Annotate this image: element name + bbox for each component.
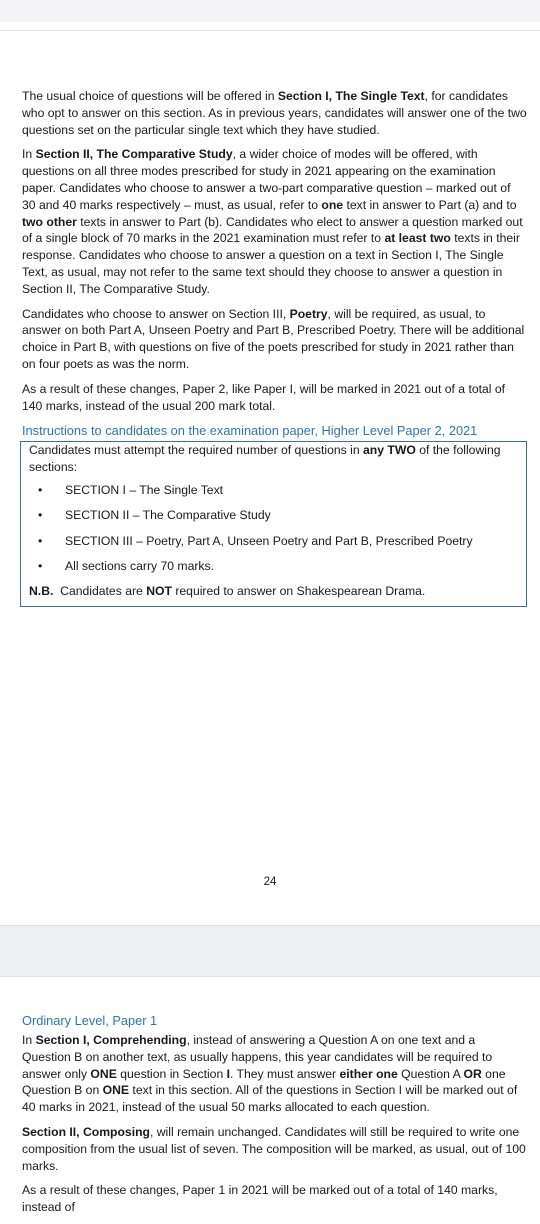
paragraph-composing: Section II, Composing, will remain unchanged. Candidates will still be required to write one composition from the usual list of seven. The composition will be marked, as usual, out of 100 marks. <box>22 1124 526 1173</box>
sections-list <box>29 482 518 575</box>
document-page-24 <box>22 88 527 607</box>
paragraph-comprehending: In Section I, Comprehending, instead of answering a Question A on one text and a Question B on another text, as usually happens, this year candidates will be required to answer only ONE question in Section I. They must answer either one Question A OR one Question B on ONE text in this section. All of the questions in Section I will be marked out of 40 marks in 2021, instead of the usual 50 marks allocated to each question. <box>22 1033 518 1115</box>
ordinary-level-heading: Ordinary Level, Paper 1 <box>22 1013 158 1028</box>
list-item: • All sections carry 70 marks. <box>38 558 214 573</box>
top-page-edge <box>0 0 540 31</box>
page-separator <box>0 925 540 977</box>
page-number: 24 <box>263 876 277 888</box>
list-item: • SECTION II – The Comparative Study <box>38 508 271 523</box>
nb-note: N.B. Candidates are NOT required to answer on Shakespearean Drama. <box>29 584 426 599</box>
bullet-icon: • <box>38 482 43 497</box>
bullet-icon: • <box>38 533 43 548</box>
paragraph-paper2-total: As a result of these changes, Paper 2, like Paper I, will be marked in 2021 out of a total of 140 marks, instead of the usual 200 mark total. <box>22 381 506 413</box>
paragraph-single-text: The usual choice of questions will be offered in Section I, The Single Text, for candidates who opt to answer on this section. As in previous years, candidates will answer one of the two questions set on the particular single text which they have studied. <box>22 89 527 137</box>
list-item: • SECTION I – The Single Text <box>38 482 224 497</box>
paragraph-comparative-study: In Section II, The Comparative Study, a wider choice of modes will be offered, with questions on all three modes prescribed for study in 2021 appearing on the examination paper. Candidates who choose to answer a two-part comparative question – marked out of 30 and 40 marks respectively – must, as usual, refer to one text in answer to Part (a) and to two other texts in answer to Part (b). Candidates who elect to answer a question marked out of a single block of 70 marks in the 2021 examination must refer to at least two texts in their response. Candidates who choose to answer a question on a text in Section I, The Single Text, as usual, may not refer to the same text should they choose to answer a question in Section II, The Comparative Study. <box>22 147 523 296</box>
paragraph-paper1-total: As a result of these changes, Paper 1 in 2021 will be marked out of a total of 140 marks, instead of <box>22 1183 498 1215</box>
instructions-box <box>20 441 527 607</box>
instructions-intro: Candidates must attempt the required number of questions in any TWO of the following sections: <box>29 443 501 475</box>
bullet-icon: • <box>38 558 43 573</box>
list-item: • SECTION III – Poetry, Part A, Unseen Poetry and Part B, Prescribed Poetry <box>38 533 473 548</box>
paragraph-poetry: Candidates who choose to answer on Section III, Poetry, will be required, as usual, to answer on both Part A, Unseen Poetry and Part B, Prescribed Poetry. There will be additional choice in Part B, with questions on five of the poets prescribed for study in 2021 rather than on four poets as was the norm. <box>22 306 525 371</box>
instructions-heading: Instructions to candidates on the examination paper, Higher Level Paper 2, 2021 <box>22 423 478 439</box>
bullet-icon: • <box>38 508 43 523</box>
document-page-next <box>22 1012 527 1224</box>
